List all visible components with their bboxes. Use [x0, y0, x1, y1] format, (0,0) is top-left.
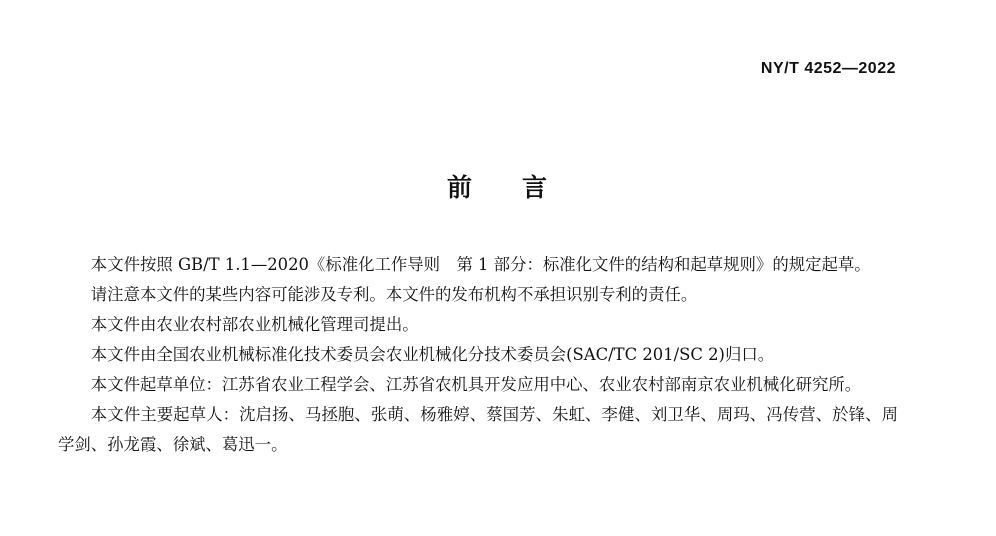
paragraph-patent-notice: 请注意本文件的某些内容可能涉及专利。本文件的发布机构不承担识别专利的责任。: [90, 285, 698, 304]
paragraph-drafting-rules: 本文件按照 GB/T 1.1—2020《标准化工作导则 第 1 部分：标准化文件的结构和起草规则》的规定起草。: [90, 255, 871, 274]
title-char-1: 前: [446, 173, 474, 202]
title-char-2: 言: [522, 173, 550, 202]
standard-code: NY/T 4252—2022: [760, 60, 896, 77]
paragraph-drafting-units: 本文件起草单位：江苏省农业工程学会、江苏省农机具开发应用中心、农业农村部南京农业机械化研究所。: [90, 375, 862, 394]
foreword-body: [58, 250, 898, 460]
paragraph-drafters: 本文件主要起草人：沈启扬、马拯胞、张萌、杨雅婷、蔡国芳、朱虹、李健、刘卫华、周玛、冯传营、於锋、周学剑、孙龙霞、徐斌、葛迅一。: [58, 405, 898, 454]
paragraph-proposer: 本文件由农业农村部农业机械化管理司提出。: [90, 315, 419, 334]
paragraph-responsible-committee: 本文件由全国农业机械标准化技术委员会农业机械化分技术委员会(SAC/TC 201/SC 2)归口。: [90, 345, 775, 364]
page-title: [0, 168, 996, 204]
